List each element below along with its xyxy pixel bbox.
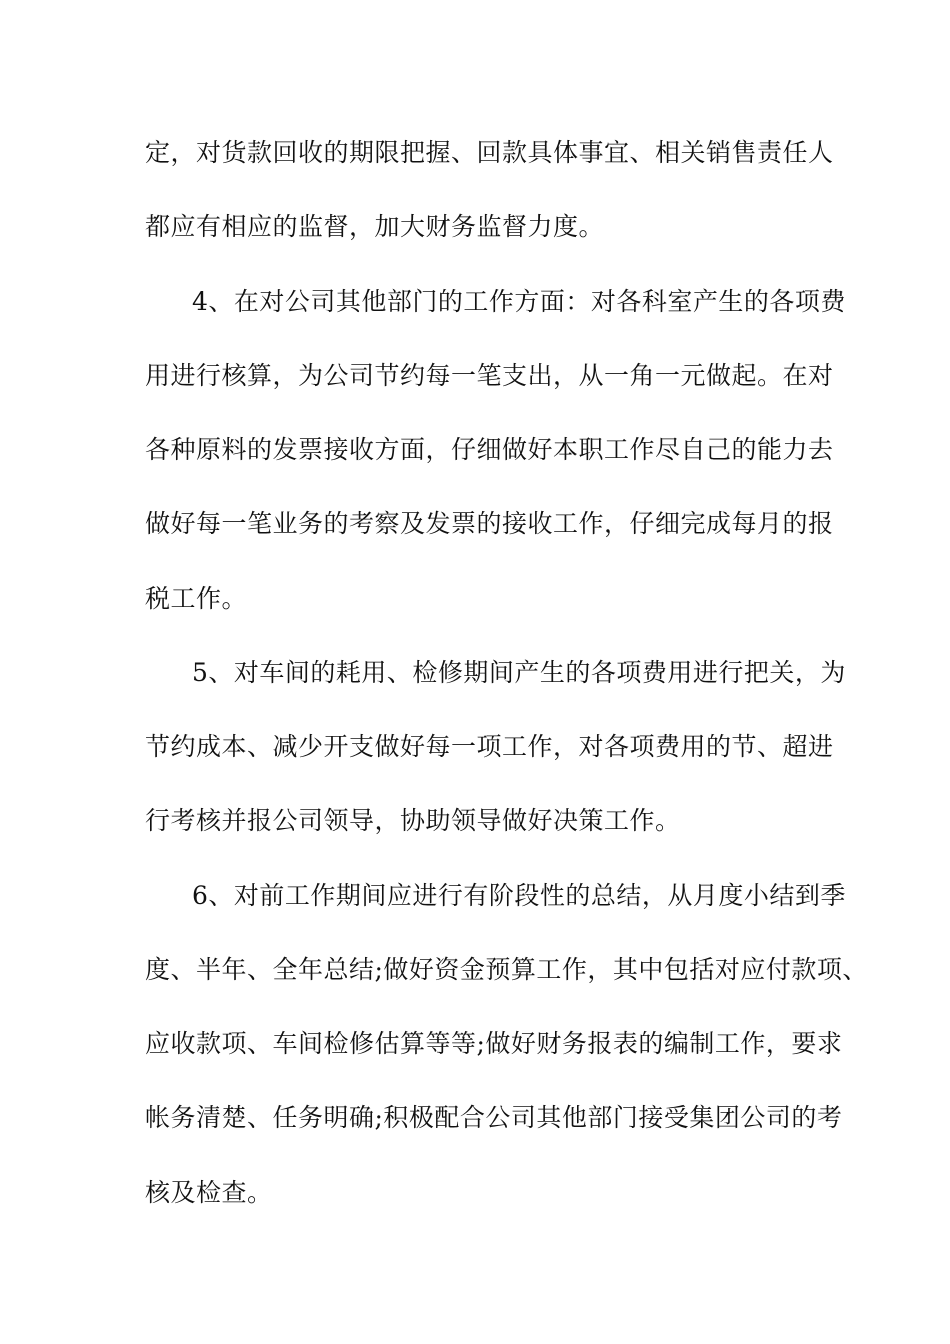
text-line: 各种原料的发票接收方面，仔细做好本职工作尽自己的能力去 bbox=[145, 435, 834, 464]
text-line: 都应有相应的监督，加大财务监督力度。 bbox=[145, 212, 605, 241]
text-line: 行考核并报公司领导，协助领导做好决策工作。 bbox=[145, 806, 681, 835]
text-line: 应收款项、车间检修估算等等;做好财务报表的编制工作，要求 bbox=[145, 1029, 843, 1058]
text-line: 帐务清楚、任务明确;积极配合公司其他部门接受集团公司的考 bbox=[145, 1103, 843, 1132]
paragraph-6-start: 6、对前工作期间应进行有阶段性的总结，从月度小结到季 bbox=[192, 881, 846, 910]
text-line: 定，对货款回收的期限把握、回款具体事宜、相关销售责任人 bbox=[145, 138, 834, 167]
text-line: 度、半年、全年总结;做好资金预算工作，其中包括对应付款项、 bbox=[145, 955, 868, 984]
text-line: 用进行核算，为公司节约每一笔支出，从一角一元做起。在对 bbox=[145, 361, 834, 390]
text-line: 节约成本、减少开支做好每一项工作，对各项费用的节、超进 bbox=[145, 732, 834, 761]
text-line: 税工作。 bbox=[145, 584, 248, 613]
paragraph-5-start: 5、对车间的耗用、检修期间产生的各项费用进行把关，为 bbox=[192, 658, 846, 687]
text-line: 核及检查。 bbox=[145, 1178, 273, 1207]
text-line: 做好每一笔业务的考察及发票的接收工作，仔细完成每月的报 bbox=[145, 509, 834, 538]
paragraph-4-start: 4、在对公司其他部门的工作方面：对各科室产生的各项费 bbox=[192, 287, 846, 316]
